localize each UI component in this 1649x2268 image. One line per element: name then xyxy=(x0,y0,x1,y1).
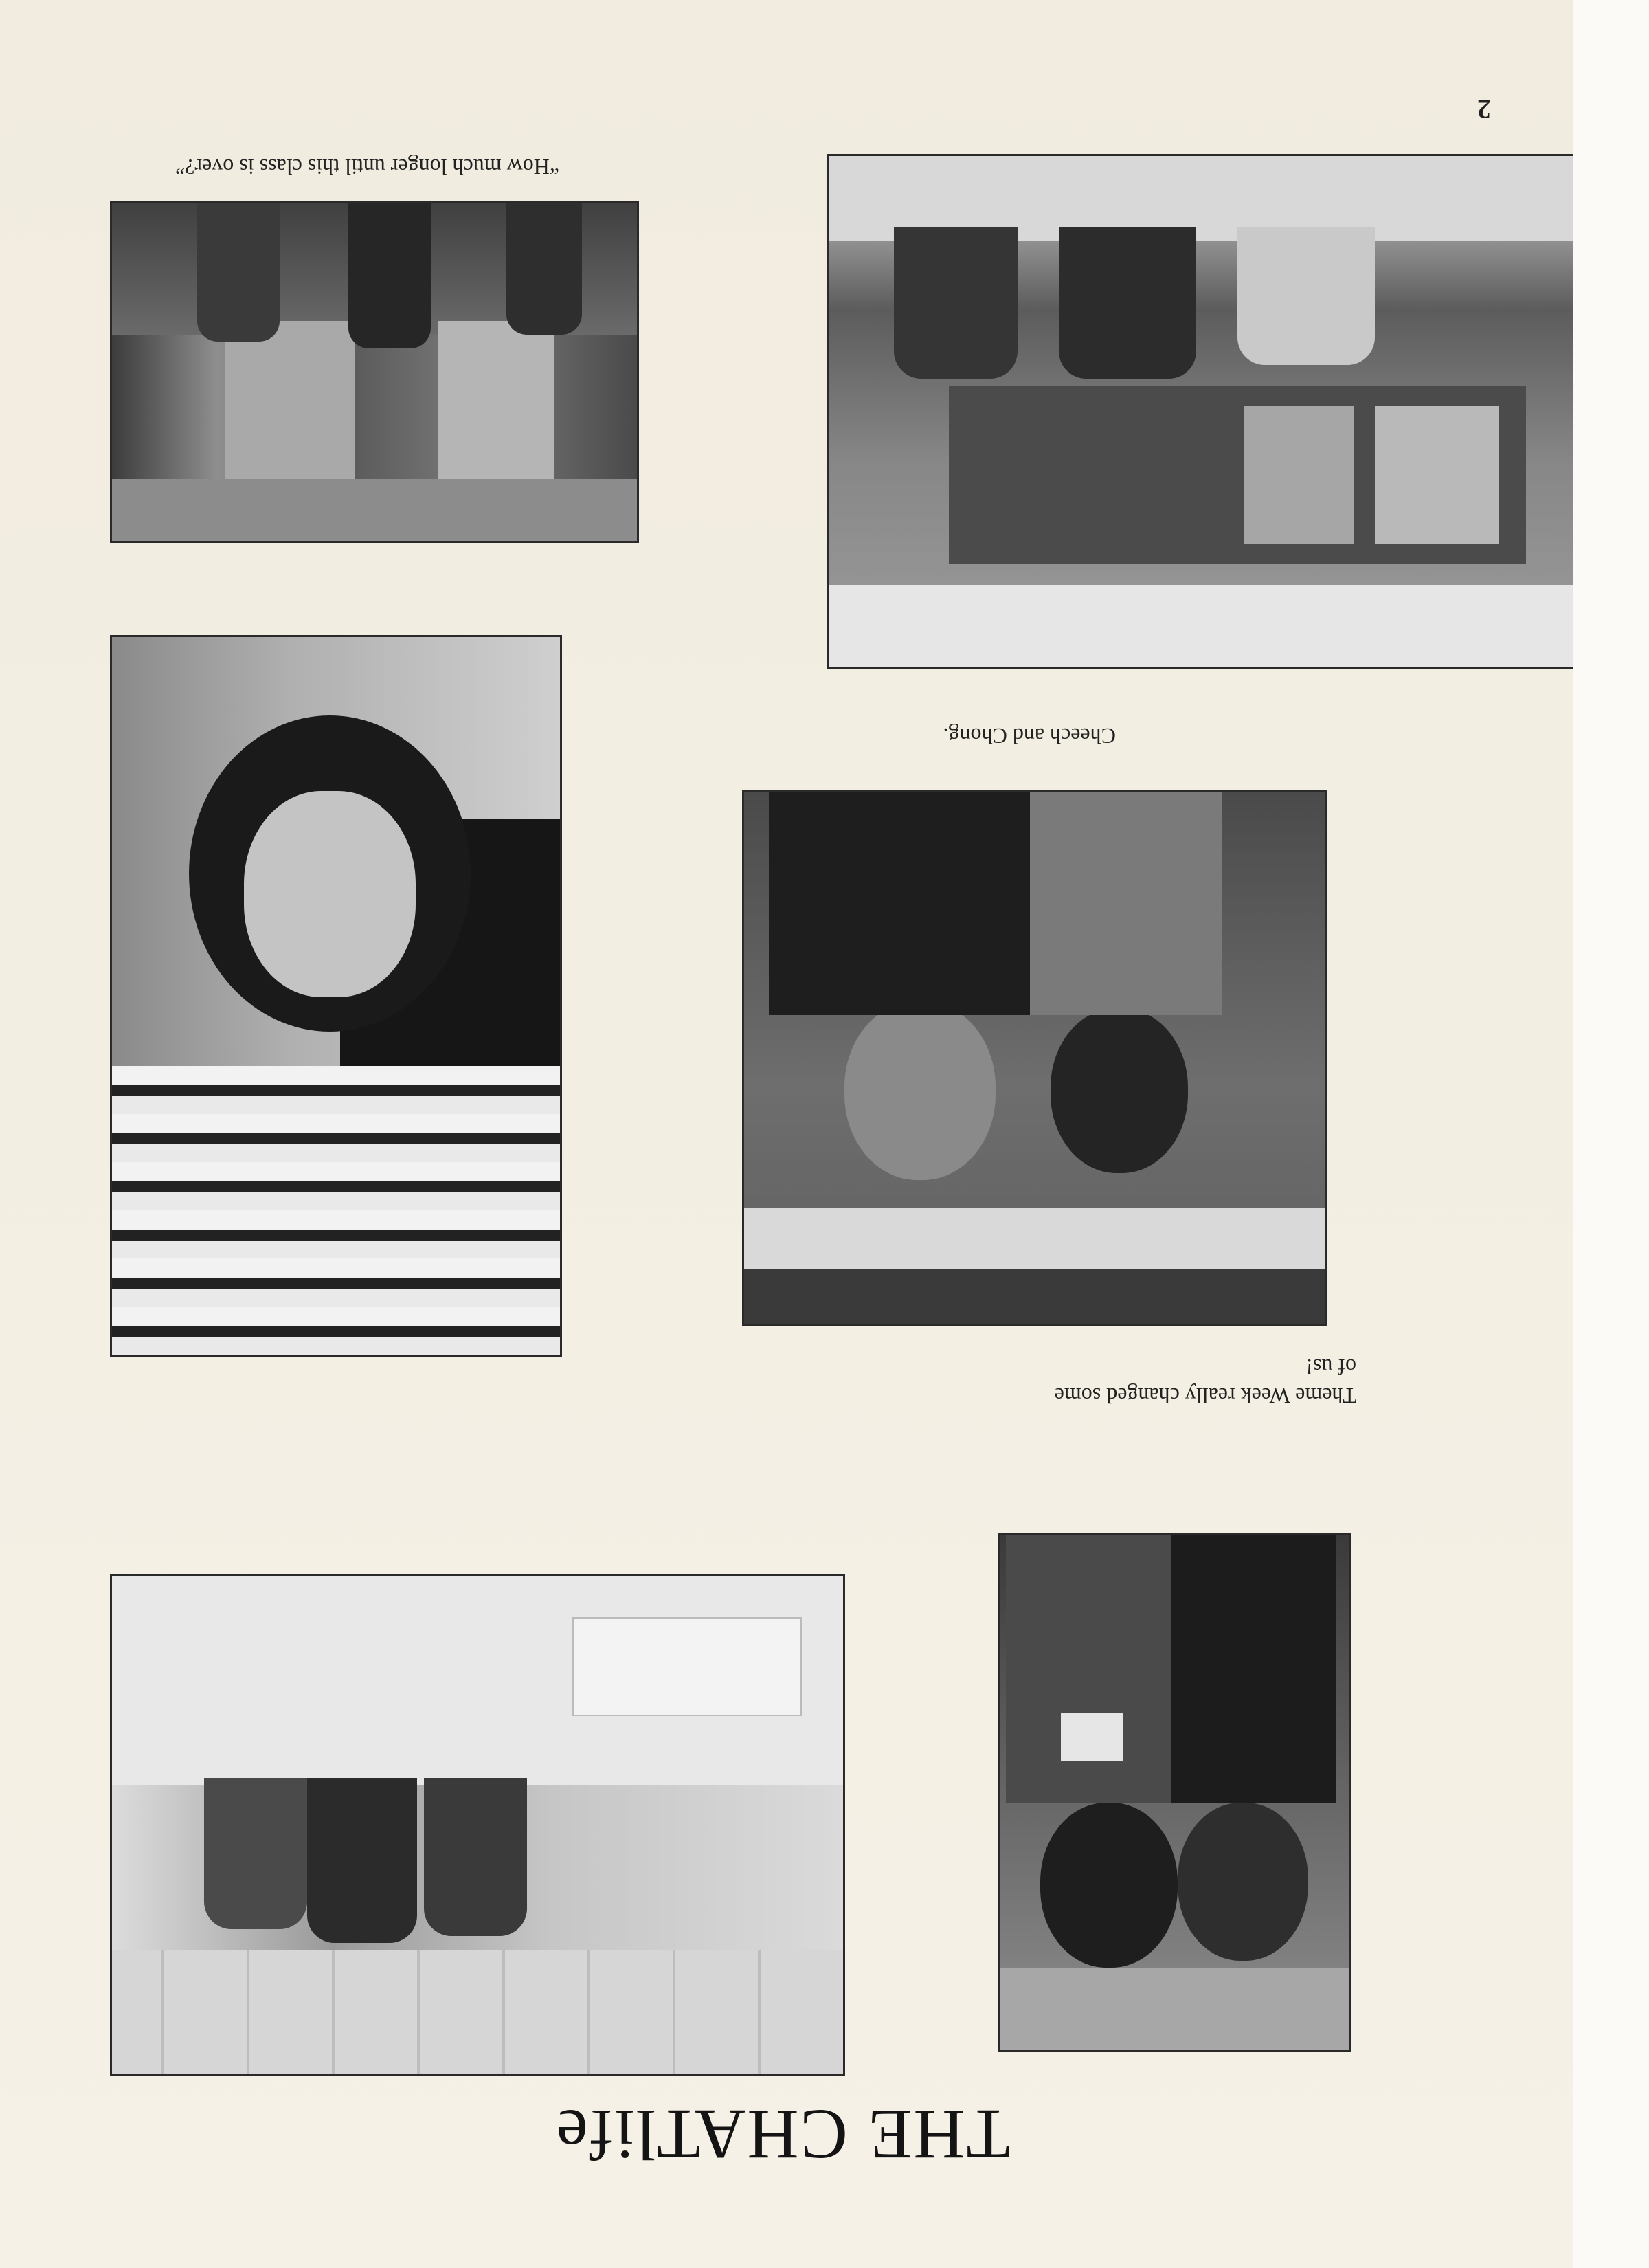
theme-week-photo xyxy=(998,1533,1351,2052)
classroom-photo xyxy=(110,201,639,543)
class-wide-photo xyxy=(827,154,1583,669)
caption-theme-week: Theme Week really changed some of us! xyxy=(1054,1355,1356,1408)
caption-friends: Cheech and Chong. xyxy=(943,724,1116,748)
friends-photo xyxy=(742,790,1327,1326)
hallway-photo xyxy=(110,1574,845,2076)
caption-classroom: “How much longer until this class is over?” xyxy=(175,155,559,179)
page-title: THE CHATlife xyxy=(554,2095,1010,2174)
page-number: 2 xyxy=(1477,93,1491,124)
portrait-photo xyxy=(110,635,562,1357)
